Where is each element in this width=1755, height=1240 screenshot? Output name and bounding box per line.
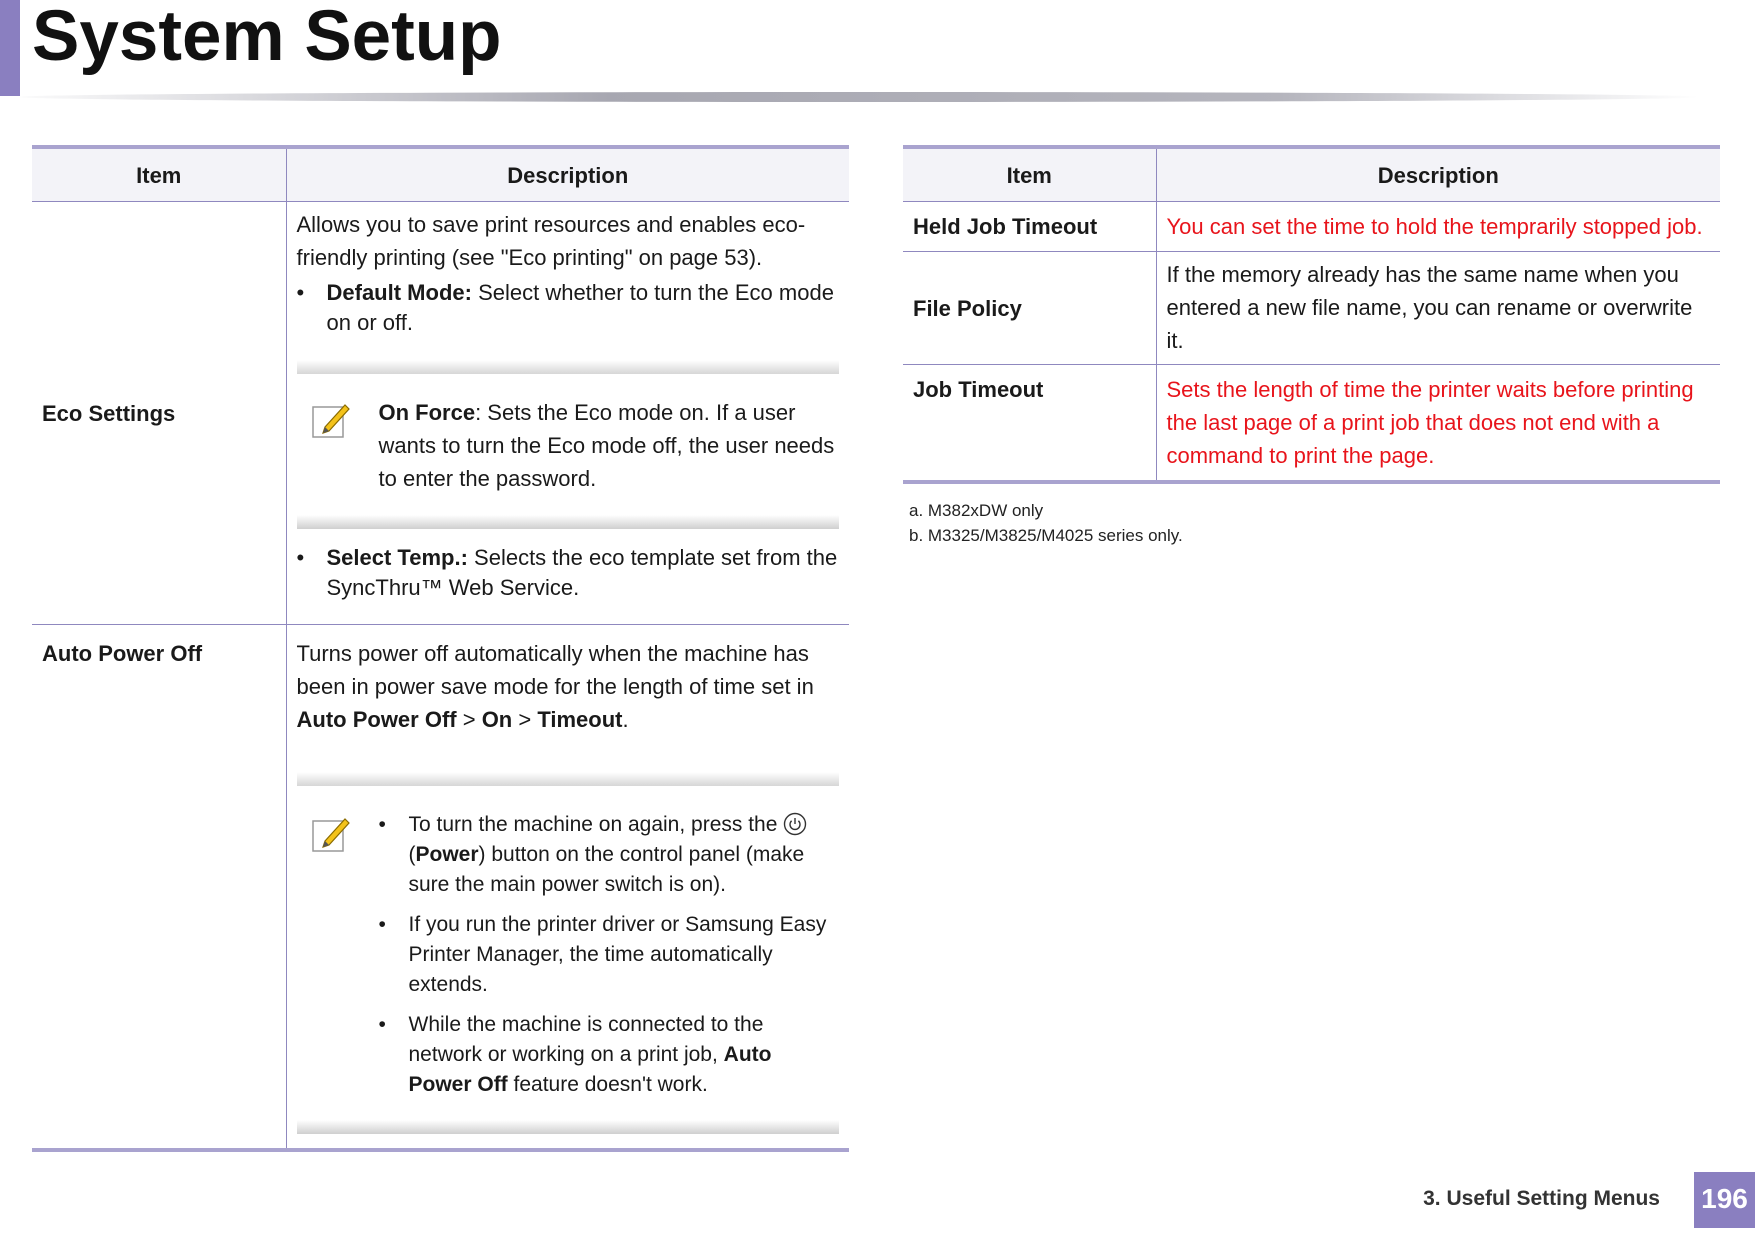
title-accent-bar — [0, 0, 20, 96]
table-row-file-policy — [903, 252, 1720, 365]
description-auto-power-off — [286, 625, 849, 1151]
eco-intro: Allows you to save print resources and enables eco-friendly printing (see "Eco printing" on page 53). — [296, 212, 806, 270]
path-end: . — [622, 707, 629, 732]
description-file-policy: If the memory already has the same name when you entered a new file name, you can rename or overwrite it. — [1156, 252, 1720, 365]
eco-default-mode — [297, 278, 840, 338]
path-on: On — [481, 707, 513, 732]
description-held-job-timeout: You can set the time to hold the temprarily stopped job. — [1156, 202, 1720, 252]
item-held-job-timeout: Held Job Timeout — [913, 214, 1098, 239]
note1-text-c: ) button on the control panel (make sure the main power switch is on). — [408, 843, 805, 896]
note3-text-a: While the machine is connected to the network or working on a print job, — [408, 1013, 764, 1066]
auto-power-note — [297, 772, 840, 1134]
item-job-timeout: Job Timeout — [913, 377, 1044, 402]
column-header-description: Description — [286, 147, 849, 202]
description-job-timeout: Sets the length of time the printer waits before printing the last page of a print job that does not end with a command to print the page. — [1156, 365, 1720, 483]
note-driver-extends: • If you run the printer driver or Samsung Easy Printer Manager, the time automatically extends. — [379, 910, 840, 1000]
column-header-item: Item — [903, 147, 1156, 202]
note-network-job — [379, 1010, 840, 1100]
path-separator: > — [512, 707, 538, 732]
table-row-job-timeout — [903, 365, 1720, 483]
footer-section-title: 3. Useful Setting Menus — [1423, 1187, 1660, 1210]
description-eco-settings — [286, 202, 849, 625]
on-force-text: : Sets the Eco mode on. If a user wants to turn the Eco mode off, the user needs to enter the password. — [378, 400, 835, 491]
table-row-held-job-timeout — [903, 202, 1720, 252]
column-header-item: Item — [32, 147, 286, 202]
note-bottom-bar — [297, 1120, 840, 1134]
footnote-a: a. M382xDW only — [909, 501, 1044, 520]
note-top-bar — [297, 772, 840, 786]
footnote-b: b. M3325/M3825/M4025 series only. — [909, 526, 1183, 545]
title-divider — [20, 92, 1700, 102]
column-header-description: Description — [1156, 147, 1720, 202]
table-row-eco-settings — [32, 202, 849, 625]
note1-paren: ( — [408, 843, 416, 866]
pencil-note-icon — [311, 813, 351, 853]
left-settings-table — [32, 145, 849, 1152]
note-power-button — [379, 810, 840, 900]
page-number: 196 — [1694, 1172, 1755, 1228]
note1-text-a: To turn the machine on again, press the — [408, 813, 778, 836]
auto-power-text — [297, 637, 840, 736]
right-settings-table — [903, 145, 1720, 484]
item-auto-power-off: Auto Power Off — [42, 641, 203, 666]
item-eco-settings: Eco Settings — [42, 400, 176, 426]
note1-power-label: Power — [415, 843, 479, 866]
on-force-label: On Force — [378, 400, 476, 425]
item-file-policy: File Policy — [913, 295, 1022, 321]
eco-select-temp — [297, 543, 840, 603]
footnotes — [909, 498, 1183, 548]
note3-bold: Auto Power Off — [408, 1043, 772, 1096]
select-temp-label: Select Temp.: — [326, 545, 468, 570]
path-timeout: Timeout — [537, 707, 623, 732]
note-top-bar — [297, 360, 840, 374]
default-mode-label: Default Mode: — [326, 280, 472, 305]
note3-text-b: feature doesn't work. — [507, 1073, 708, 1096]
default-mode-text: Select whether to turn the Eco mode on or off. — [326, 280, 834, 335]
auto-power-text-main: Turns power off automatically when the machine has been in power save mode for the length of time set in — [296, 641, 814, 699]
eco-note — [297, 360, 840, 529]
path-separator: > — [456, 707, 482, 732]
power-icon — [783, 812, 807, 836]
note-bottom-bar — [297, 515, 840, 529]
table-row-auto-power-off — [32, 625, 849, 1151]
select-temp-text: Selects the eco template set from the SyncThru™ Web Service. — [326, 545, 838, 600]
page-title: System Setup — [32, 0, 502, 76]
path-auto-power-off: Auto Power Off — [296, 707, 457, 732]
pencil-note-icon — [311, 399, 351, 439]
